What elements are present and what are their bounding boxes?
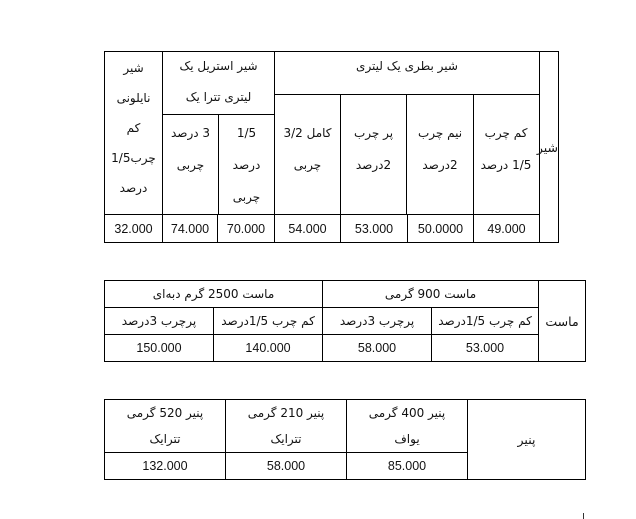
milk-header-sterile-1-5-line2: درصد	[232, 158, 261, 172]
sterile-milk-title-line1: شیر استریل یک	[179, 59, 258, 73]
yogurt-header-900-full: پرچرب 3درصد	[323, 308, 432, 335]
cheese-header-520g-line2: تترایک	[149, 432, 181, 446]
yogurt-price-900-full: 58.000	[323, 335, 432, 362]
milk-price-low-fat-bottle: 49.000	[474, 215, 540, 243]
cheese-header-520g	[105, 400, 226, 453]
milk-header-full-fat	[341, 117, 406, 181]
milk-header-whole-line1: کامل 3/2	[283, 126, 332, 140]
yogurt-header-2500-full: پرچرب 3درصد	[105, 308, 214, 335]
yogurt-header-2500-low: کم چرب 1/5درصد	[214, 308, 323, 335]
pouch-milk-title-line2: نایلونی	[116, 91, 151, 105]
yogurt-price-2500-full: 150.000	[105, 335, 214, 362]
cheese-price-400g: 85.000	[347, 453, 468, 480]
milk-header-low-fat-line2: 1/5 درصد	[480, 158, 532, 172]
milk-price-whole-bottle: 54.000	[275, 215, 341, 243]
milk-header-semi-fat-line1: نیم چرب	[417, 126, 463, 140]
milk-header-sterile-1-5	[219, 117, 274, 213]
pouch-milk-header	[105, 52, 163, 215]
yogurt-header-900-low: کم چرب 1/5درصد	[432, 308, 539, 335]
bottle-milk-group-title: شیر بطری یک لیتری	[356, 59, 458, 73]
cheese-header-210g-line2: تترایک	[270, 432, 302, 446]
milk-header-sterile-3-line2: چربی	[176, 158, 205, 172]
milk-header-low-fat	[474, 117, 538, 181]
milk-price-pouch: 32.000	[105, 215, 163, 243]
yogurt-row-label: ماست	[539, 281, 586, 362]
milk-header-whole-line2: چربی	[293, 158, 322, 172]
cheese-price-210g: 58.000	[226, 453, 347, 480]
yogurt-price-table	[104, 280, 586, 362]
milk-header-semi-fat-line2: 2درصد	[422, 158, 458, 172]
page-edge-mark	[583, 513, 584, 519]
cheese-header-400g	[347, 400, 468, 453]
cheese-price-table	[104, 399, 586, 480]
milk-header-sterile-1-5-line1: 1/5	[236, 126, 257, 140]
milk-price-full-fat-bottle: 53.000	[341, 215, 408, 243]
cheese-header-400g-line2: یواف	[394, 432, 420, 446]
pouch-milk-fat-line3: درصد	[119, 181, 148, 195]
milk-header-full-fat-line1: پر چرب	[353, 126, 394, 140]
yogurt-price-900-low: 53.000	[432, 335, 539, 362]
milk-header-semi-fat	[407, 117, 473, 181]
milk-row-label: شیر	[540, 52, 559, 243]
cheese-row-label: پنیر	[468, 400, 586, 480]
cheese-header-210g	[226, 400, 347, 453]
yogurt-900g-group: ماست 900 گرمی	[323, 281, 539, 308]
yogurt-price-2500-low: 140.000	[214, 335, 323, 362]
cheese-header-400g-line1: پنیر 400 گرمی	[368, 406, 446, 420]
milk-header-sterile-3-line1: 3 درصد	[170, 126, 211, 140]
cheese-price-520g: 132.000	[105, 453, 226, 480]
yogurt-2500g-group: ماست 2500 گرم دبه‌ای	[105, 281, 323, 308]
pouch-milk-fat-line2: چرب1/5	[111, 151, 156, 165]
milk-header-sterile-3	[163, 117, 218, 181]
milk-header-full-fat-line2: 2درصد	[355, 158, 392, 172]
milk-price-sterile-1-5: 70.000	[218, 215, 275, 243]
cheese-header-210g-line1: پنیر 210 گرمی	[247, 406, 325, 420]
cheese-header-520g-line1: پنیر 520 گرمی	[126, 406, 204, 420]
milk-header-whole	[275, 117, 340, 181]
milk-price-semi-fat-bottle: 50.0000	[408, 215, 474, 243]
milk-header-low-fat-line1: کم چرب	[484, 126, 528, 140]
milk-price-sterile-3: 74.000	[163, 215, 218, 243]
pouch-milk-title-line1: شیر	[123, 61, 144, 75]
milk-header-sterile-1-5-line3: چربی	[232, 190, 261, 204]
sterile-milk-title-line2: لیتری تترا یک	[185, 90, 252, 104]
pouch-milk-fat-line1: کم	[126, 121, 141, 135]
